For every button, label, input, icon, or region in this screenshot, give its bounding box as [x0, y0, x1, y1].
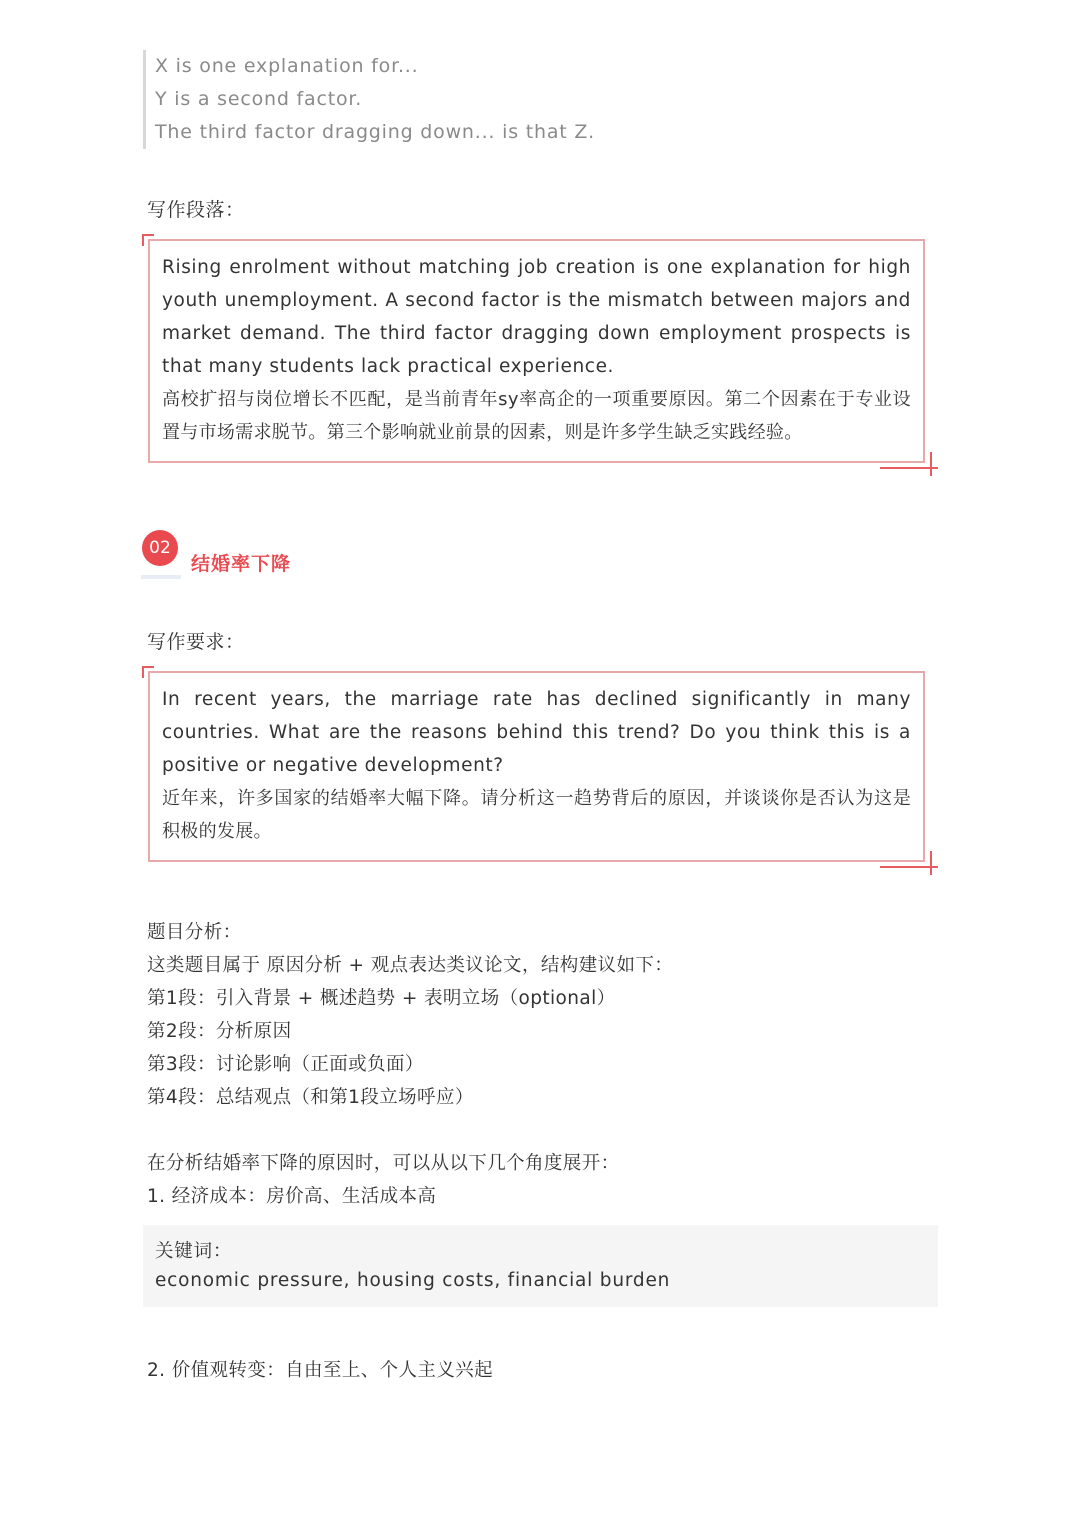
analysis-section: [147, 916, 673, 1213]
analysis-line: 1. 经济成本：房价高、生活成本高: [147, 1186, 437, 1207]
writing-requirement-box: [148, 671, 925, 862]
analysis-line: 第4段：总结观点（和第1段立场呼应）: [147, 1087, 474, 1108]
analysis-line: [147, 1114, 673, 1147]
requirement-english: In recent years, the marriage rate has declined significantly in many countries. What are the reasons behind this trend? Do you think this is a positive or negative development?: [162, 689, 911, 776]
quote-line: The third factor dragging down... is that Z.: [155, 121, 596, 143]
section-title: 结婚率下降: [191, 553, 292, 575]
analysis-line: 在分析结婚率下降的原因时，可以从以下几个角度展开：: [147, 1153, 620, 1174]
requirement-chinese: 近年来，许多国家的结婚率大幅下降。请分析这一趋势背后的原因，并谈谈你是否认为这是积极的发展。: [162, 788, 911, 842]
quote-line: X is one explanation for...: [155, 55, 419, 77]
analysis-line: 第3段：讨论影响（正面或负面）: [147, 1054, 424, 1075]
quote-block: [143, 50, 855, 149]
analysis-line: 第2段：分析原因: [147, 1021, 292, 1042]
quote-line: Y is a second factor.: [155, 88, 363, 110]
analysis-line: 题目分析：: [147, 922, 242, 943]
analysis-line: 这类题目属于 原因分析 + 观点表达类议论文，结构建议如下：: [147, 955, 674, 976]
analysis-line: 第1段：引入背景 + 概述趋势 + 表明立场（optional）: [147, 988, 616, 1009]
paragraph-english: Rising enrolment without matching job creation is one explanation for high youth unemployment. A second factor is the mismatch between majors and market demand. The third factor dragging down employment prospects is that many students lack practical experience.: [162, 257, 911, 377]
section-number-badge: 02: [142, 530, 178, 566]
keyword-label: 关键词：: [155, 1241, 233, 1262]
point-two: 2. 价值观转变：自由至上、个人主义兴起: [147, 1360, 494, 1381]
box-corner-decoration: [930, 851, 932, 875]
paragraph-chinese: 高校扩招与岗位增长不匹配，是当前青年sy率高企的一项重要原因。第二个因素在于专业设置与市场需求脱节。第三个影响就业前景的因素，则是许多学生缺乏实践经验。: [162, 389, 911, 443]
keyword-box: [143, 1225, 938, 1307]
keyword-text: economic pressure, housing costs, financial burden: [155, 1270, 671, 1291]
box-corner-decoration: [930, 452, 932, 476]
writing-requirement-label: 写作要求：: [147, 631, 245, 653]
section-number-underline: [141, 575, 181, 579]
writing-paragraph-label: 写作段落：: [147, 199, 245, 221]
writing-paragraph-box: [148, 239, 925, 463]
